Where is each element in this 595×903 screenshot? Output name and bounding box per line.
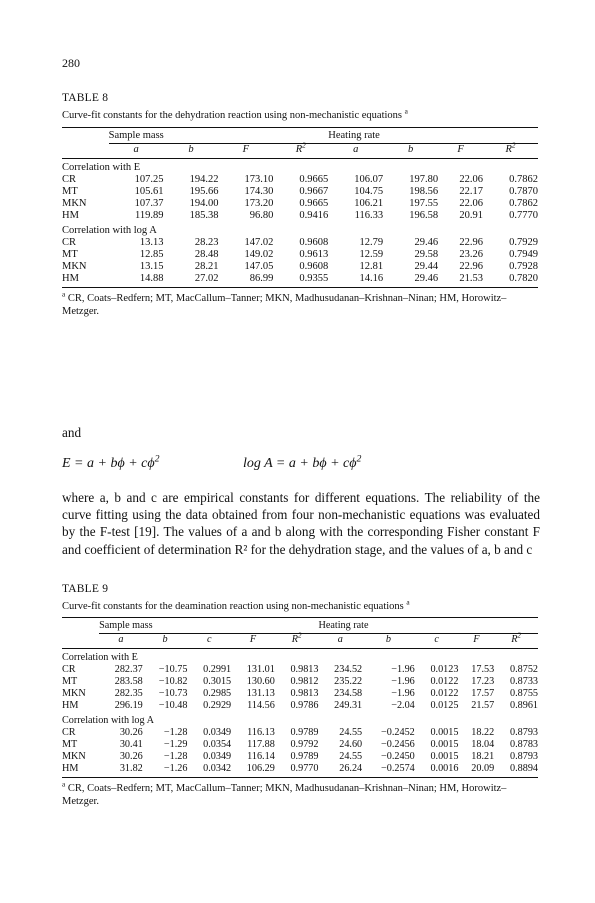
table-cell: 0.8793 bbox=[509, 727, 538, 738]
table-cell: 147.02 bbox=[244, 237, 274, 248]
table-cell: 0.2991 bbox=[203, 664, 232, 675]
table8-label: TABLE 8 bbox=[62, 92, 109, 104]
column-header bbox=[458, 634, 494, 649]
table9-footnote bbox=[62, 779, 540, 808]
table-cell: 28.21 bbox=[194, 261, 219, 272]
table-row bbox=[62, 273, 538, 288]
table-cell: 29.46 bbox=[414, 237, 439, 248]
row-label: HM bbox=[62, 763, 99, 778]
table-cell: −1.29 bbox=[163, 739, 188, 750]
table-cell: 30.26 bbox=[119, 727, 143, 738]
column-header-text: F bbox=[242, 144, 250, 155]
table-cell: 21.57 bbox=[471, 700, 495, 711]
table-cell: 0.0125 bbox=[430, 700, 459, 711]
column-header-text: a bbox=[118, 634, 124, 645]
table-cell: −1.26 bbox=[143, 763, 188, 778]
column-header bbox=[164, 144, 219, 159]
column-header-text: F bbox=[249, 634, 257, 645]
column-header bbox=[273, 140, 328, 159]
table-row bbox=[62, 237, 538, 249]
table-cell: 104.75 bbox=[354, 186, 384, 197]
table9 bbox=[62, 617, 538, 778]
table-cell: 0.9789 bbox=[290, 727, 319, 738]
section-title: Correlation with log A bbox=[62, 715, 154, 726]
column-header-text: a bbox=[133, 144, 139, 155]
column-header bbox=[218, 144, 273, 159]
column-header bbox=[318, 634, 362, 649]
table-cell: 12.79 bbox=[359, 237, 384, 248]
table-cell: 29.58 bbox=[414, 249, 439, 260]
table-cell: 0.9608 bbox=[299, 237, 329, 248]
table-cell: 116.14 bbox=[247, 751, 275, 762]
table-cell: 31.82 bbox=[99, 763, 143, 778]
row-label: MT bbox=[62, 739, 78, 750]
table-cell: 196.58 bbox=[409, 210, 439, 221]
equation-log-a bbox=[243, 453, 362, 472]
row-label: MT bbox=[62, 249, 78, 260]
table-cell: 0.9770 bbox=[275, 763, 319, 778]
equation-log-a-sup: 2 bbox=[356, 453, 362, 465]
table-cell: 17.57 bbox=[471, 688, 495, 699]
table-cell: 30.41 bbox=[119, 739, 143, 750]
table-row bbox=[62, 186, 538, 198]
table-cell: 0.2985 bbox=[203, 688, 232, 699]
row-label: MT bbox=[62, 186, 78, 197]
table-row bbox=[62, 751, 538, 763]
column-header-row bbox=[62, 634, 538, 649]
table-cell: 0.7949 bbox=[509, 249, 538, 260]
table-cell: 0.9786 bbox=[290, 700, 319, 711]
row-label: MKN bbox=[62, 688, 86, 699]
table-cell: 0.0354 bbox=[203, 739, 232, 750]
table-cell: 24.55 bbox=[339, 751, 363, 762]
table-cell: 130.60 bbox=[246, 676, 275, 687]
column-header-sup: 2 bbox=[511, 140, 516, 150]
table-cell: 0.7862 bbox=[509, 198, 538, 209]
group-header: Heating rate bbox=[318, 618, 538, 634]
table-row bbox=[62, 739, 538, 751]
column-header-row bbox=[62, 144, 538, 159]
table-cell: 22.06 bbox=[459, 198, 483, 209]
table-cell: 28.48 bbox=[194, 249, 219, 260]
table-cell: 86.99 bbox=[218, 273, 273, 288]
column-header-sup: 2 bbox=[517, 631, 521, 640]
table-cell: 195.66 bbox=[189, 186, 219, 197]
group-header: Sample mass bbox=[99, 618, 318, 634]
column-header bbox=[483, 140, 538, 159]
table-cell: 131.13 bbox=[246, 688, 275, 699]
table-cell: 296.19 bbox=[114, 700, 143, 711]
column-header bbox=[99, 634, 143, 649]
table-cell: 147.05 bbox=[244, 261, 274, 272]
table-cell: 174.30 bbox=[244, 186, 274, 197]
table-row bbox=[62, 688, 538, 700]
row-label: HM bbox=[62, 700, 79, 711]
table-cell: 17.23 bbox=[471, 676, 495, 687]
table-cell: 106.21 bbox=[354, 198, 384, 209]
column-header-text: R bbox=[295, 144, 303, 155]
table-cell: 96.80 bbox=[249, 210, 274, 221]
column-header-text: b bbox=[188, 144, 194, 155]
table-cell: 235.22 bbox=[334, 676, 363, 687]
table8-footnote-mark: a bbox=[62, 289, 66, 299]
table-cell: 0.9665 bbox=[299, 174, 329, 185]
section-title-row bbox=[62, 222, 538, 237]
table-cell: 0.0015 bbox=[430, 727, 459, 738]
column-header-text: a bbox=[353, 144, 359, 155]
table-cell: 105.61 bbox=[134, 186, 164, 197]
row-label: HM bbox=[62, 273, 109, 288]
table-cell: −1.96 bbox=[391, 676, 415, 687]
and-text: and bbox=[62, 425, 82, 440]
column-header-text: c bbox=[207, 634, 212, 645]
table-cell: 0.0122 bbox=[430, 688, 459, 699]
row-label: CR bbox=[62, 727, 76, 738]
column-header-text: b bbox=[407, 144, 414, 155]
table-cell: 0.3015 bbox=[203, 676, 232, 687]
table-cell: 24.55 bbox=[339, 727, 363, 738]
table-cell: 0.0342 bbox=[187, 763, 231, 778]
table-cell: 0.9613 bbox=[299, 249, 329, 260]
column-header-text: F bbox=[457, 144, 464, 155]
table-cell: 194.00 bbox=[189, 198, 219, 209]
table-cell: 0.9813 bbox=[290, 664, 319, 675]
table-cell: 0.7820 bbox=[483, 273, 538, 288]
table-cell: 29.46 bbox=[383, 273, 438, 288]
table-cell: 116.33 bbox=[354, 210, 384, 221]
table-cell: −0.2456 bbox=[381, 739, 415, 750]
column-header-spacer bbox=[62, 634, 99, 649]
table-cell: 0.9789 bbox=[290, 751, 319, 762]
table-cell: 117.88 bbox=[247, 739, 275, 750]
column-header bbox=[231, 634, 275, 649]
table-cell: 0.8961 bbox=[509, 700, 538, 711]
table-cell: 173.10 bbox=[244, 174, 274, 185]
table-cell: 12.85 bbox=[139, 249, 164, 260]
group-header: Heating rate bbox=[328, 128, 538, 144]
table-cell: 149.02 bbox=[244, 249, 274, 260]
table-cell: 20.91 bbox=[459, 210, 483, 221]
column-header-text: F bbox=[473, 634, 480, 645]
table-cell: 24.60 bbox=[339, 739, 363, 750]
table-cell: −0.2574 bbox=[362, 763, 415, 778]
table-cell: 0.9416 bbox=[299, 210, 329, 221]
column-header-text: b bbox=[385, 634, 391, 645]
table-cell: 106.29 bbox=[231, 763, 275, 778]
table-cell: 173.20 bbox=[244, 198, 274, 209]
column-header-spacer bbox=[62, 144, 109, 159]
section-title-row bbox=[62, 159, 538, 175]
section-title: Correlation with E bbox=[62, 162, 141, 173]
table-row bbox=[62, 763, 538, 778]
table-cell: 0.9665 bbox=[299, 198, 329, 209]
group-header-row bbox=[62, 128, 538, 144]
table-cell: −10.48 bbox=[158, 700, 188, 711]
table9-caption-mark: a bbox=[406, 597, 410, 607]
table-cell: −0.2450 bbox=[381, 751, 415, 762]
column-header bbox=[275, 631, 319, 649]
table-cell: −1.28 bbox=[163, 751, 188, 762]
table-cell: 114.56 bbox=[247, 700, 275, 711]
column-header-text: a bbox=[337, 634, 343, 645]
column-header-text: R bbox=[291, 634, 298, 645]
table-cell: 13.15 bbox=[139, 261, 164, 272]
table-cell: 0.8755 bbox=[509, 688, 538, 699]
row-label: MKN bbox=[62, 261, 87, 272]
table-cell: 21.53 bbox=[438, 273, 483, 288]
table-cell: 282.37 bbox=[114, 664, 143, 675]
column-header bbox=[328, 144, 383, 159]
group-header-spacer bbox=[62, 128, 109, 144]
table-cell: 14.16 bbox=[328, 273, 383, 288]
table-cell: 0.7928 bbox=[509, 261, 538, 272]
table-cell: 194.22 bbox=[189, 174, 219, 185]
table-row bbox=[62, 198, 538, 210]
table-cell: 106.07 bbox=[354, 174, 384, 185]
table8 bbox=[62, 127, 538, 288]
table9-caption bbox=[62, 597, 410, 612]
table-cell: 0.7929 bbox=[509, 237, 538, 248]
table-cell: 0.0123 bbox=[430, 664, 459, 675]
table-cell: 0.2929 bbox=[203, 700, 232, 711]
table-cell: 234.58 bbox=[334, 688, 363, 699]
table-row bbox=[62, 664, 538, 676]
table-cell: 107.25 bbox=[134, 174, 164, 185]
body-paragraph: where a, b and c are empirical constants for different equations. The reliability of the curve fitting using the data obtained from four non-mechanistic equations was evaluated by the F-test [19]. The values of a and b along with the corresponding Fisher constant F and coefficient of determination R² for the dehydration stage, and the values of a, b and c bbox=[62, 490, 540, 557]
table-cell: 197.55 bbox=[409, 198, 439, 209]
table-cell: 0.8752 bbox=[509, 664, 538, 675]
table-cell: 185.38 bbox=[189, 210, 219, 221]
table8-footnote-text: CR, Coats–Redfern; MT, MacCallum–Tanner; MKN, Madhusudanan–Krishnan–Ninan; HM, Horowitz–Metzger. bbox=[62, 293, 507, 317]
table-row bbox=[62, 174, 538, 186]
table-cell: 0.7862 bbox=[509, 174, 538, 185]
group-header: Sample mass bbox=[109, 128, 329, 144]
table-cell: 22.96 bbox=[459, 261, 483, 272]
column-header bbox=[187, 634, 231, 649]
table-cell: 0.8733 bbox=[509, 676, 538, 687]
table-cell: 0.0349 bbox=[203, 727, 232, 738]
column-header-text: R bbox=[505, 144, 512, 155]
table9-footnote-mark: a bbox=[62, 779, 66, 789]
column-header bbox=[383, 144, 438, 159]
table-cell: 0.7770 bbox=[509, 210, 538, 221]
table9-label: TABLE 9 bbox=[62, 583, 109, 595]
row-label: CR bbox=[62, 174, 77, 185]
column-header-text: b bbox=[162, 634, 168, 645]
table-cell: −1.96 bbox=[391, 664, 415, 675]
table-cell: 22.06 bbox=[459, 174, 483, 185]
section-title-row bbox=[62, 712, 538, 727]
table-cell: 0.7870 bbox=[509, 186, 538, 197]
table8-caption-text: Curve-fit constants for the dehydration reaction using non-mechanistic equations bbox=[62, 110, 402, 121]
table-cell: 29.44 bbox=[414, 261, 439, 272]
table-cell: 0.0015 bbox=[430, 739, 459, 750]
table-cell: 197.80 bbox=[409, 174, 439, 185]
section-title-row bbox=[62, 649, 538, 665]
section-title: Correlation with log A bbox=[62, 225, 157, 236]
table-cell: 17.53 bbox=[471, 664, 495, 675]
table8-footnote bbox=[62, 289, 540, 318]
row-label: HM bbox=[62, 210, 79, 221]
equation-log-a-text: log A = a + bϕ + cϕ bbox=[243, 456, 357, 471]
column-header bbox=[494, 631, 538, 649]
table-cell: 234.52 bbox=[334, 664, 363, 675]
page-number: 280 bbox=[62, 56, 80, 70]
row-label: MKN bbox=[62, 198, 87, 209]
equation-e-text: E = a + bϕ + cϕ bbox=[62, 456, 155, 471]
table-cell: −0.2452 bbox=[381, 727, 415, 738]
table-cell: 12.81 bbox=[359, 261, 384, 272]
table-cell: 107.37 bbox=[134, 198, 164, 209]
table-cell: 22.96 bbox=[459, 237, 483, 248]
table-cell: 116.13 bbox=[247, 727, 275, 738]
table-cell: −10.82 bbox=[158, 676, 188, 687]
equation-e bbox=[62, 453, 160, 472]
row-label: MKN bbox=[62, 751, 86, 762]
table-cell: 20.09 bbox=[458, 763, 494, 778]
row-label: MT bbox=[62, 676, 78, 687]
table-cell: 198.56 bbox=[409, 186, 439, 197]
table-cell: 30.26 bbox=[119, 751, 143, 762]
table-row bbox=[62, 249, 538, 261]
row-label: CR bbox=[62, 664, 76, 675]
column-header-text: R bbox=[511, 634, 518, 645]
table-cell: 0.0122 bbox=[430, 676, 459, 687]
table9-footnote-text: CR, Coats–Redfern; MT, MacCallum–Tanner; MKN, Madhusudanan–Krishnan–Ninan; HM, Horowitz–Metzger. bbox=[62, 783, 507, 807]
table-cell: −10.73 bbox=[158, 688, 188, 699]
table-row bbox=[62, 676, 538, 688]
equation-e-sup: 2 bbox=[154, 453, 160, 465]
table-cell: 0.9813 bbox=[290, 688, 319, 699]
table-cell: −10.75 bbox=[158, 664, 188, 675]
table-cell: 27.02 bbox=[164, 273, 219, 288]
table-cell: −1.96 bbox=[391, 688, 415, 699]
table-cell: 0.0349 bbox=[203, 751, 232, 762]
table-cell: 0.9608 bbox=[299, 261, 329, 272]
table-row bbox=[62, 261, 538, 273]
table-cell: 119.89 bbox=[135, 210, 164, 221]
table-cell: 0.9792 bbox=[290, 739, 319, 750]
table-cell: 0.8793 bbox=[509, 751, 538, 762]
column-header-sup: 2 bbox=[297, 631, 302, 640]
row-label: CR bbox=[62, 237, 77, 248]
table-cell: 282.35 bbox=[114, 688, 143, 699]
table8-caption bbox=[62, 106, 408, 121]
table8-caption-mark: a bbox=[404, 106, 408, 116]
column-header-sup: 2 bbox=[302, 140, 306, 150]
table-row bbox=[62, 727, 538, 739]
table-cell: 28.23 bbox=[194, 237, 219, 248]
table-cell: 0.0015 bbox=[430, 751, 459, 762]
column-header bbox=[143, 634, 188, 649]
table-cell: 0.8783 bbox=[509, 739, 538, 750]
table-cell: 18.22 bbox=[471, 727, 495, 738]
table-cell: 0.9667 bbox=[299, 186, 329, 197]
section-title: Correlation with E bbox=[62, 652, 138, 663]
table-cell: 13.13 bbox=[139, 237, 164, 248]
table-cell: 14.88 bbox=[109, 273, 164, 288]
table-cell: 18.21 bbox=[471, 751, 495, 762]
column-header bbox=[415, 634, 459, 649]
table-cell: 23.26 bbox=[459, 249, 483, 260]
table-cell: 18.04 bbox=[471, 739, 495, 750]
column-header bbox=[362, 634, 415, 649]
table-cell: 0.9355 bbox=[273, 273, 328, 288]
table-cell: 0.9812 bbox=[290, 676, 319, 687]
column-header bbox=[109, 144, 164, 159]
column-header bbox=[438, 144, 483, 159]
group-header-spacer bbox=[62, 618, 99, 634]
table-cell: 0.0016 bbox=[415, 763, 459, 778]
table-row bbox=[62, 700, 538, 712]
table-cell: 283.58 bbox=[114, 676, 143, 687]
table-cell: 131.01 bbox=[246, 664, 275, 675]
table-cell: 0.8894 bbox=[494, 763, 538, 778]
table-row bbox=[62, 210, 538, 222]
table-cell: −1.28 bbox=[163, 727, 188, 738]
table-cell: 26.24 bbox=[318, 763, 362, 778]
table-cell: 22.17 bbox=[459, 186, 483, 197]
table-cell: −2.04 bbox=[391, 700, 415, 711]
table-cell: 12.59 bbox=[359, 249, 384, 260]
table9-caption-text: Curve-fit constants for the deamination reaction using non-mechanistic equations bbox=[62, 601, 404, 612]
table-cell: 249.31 bbox=[334, 700, 363, 711]
column-header-text: c bbox=[434, 634, 439, 645]
